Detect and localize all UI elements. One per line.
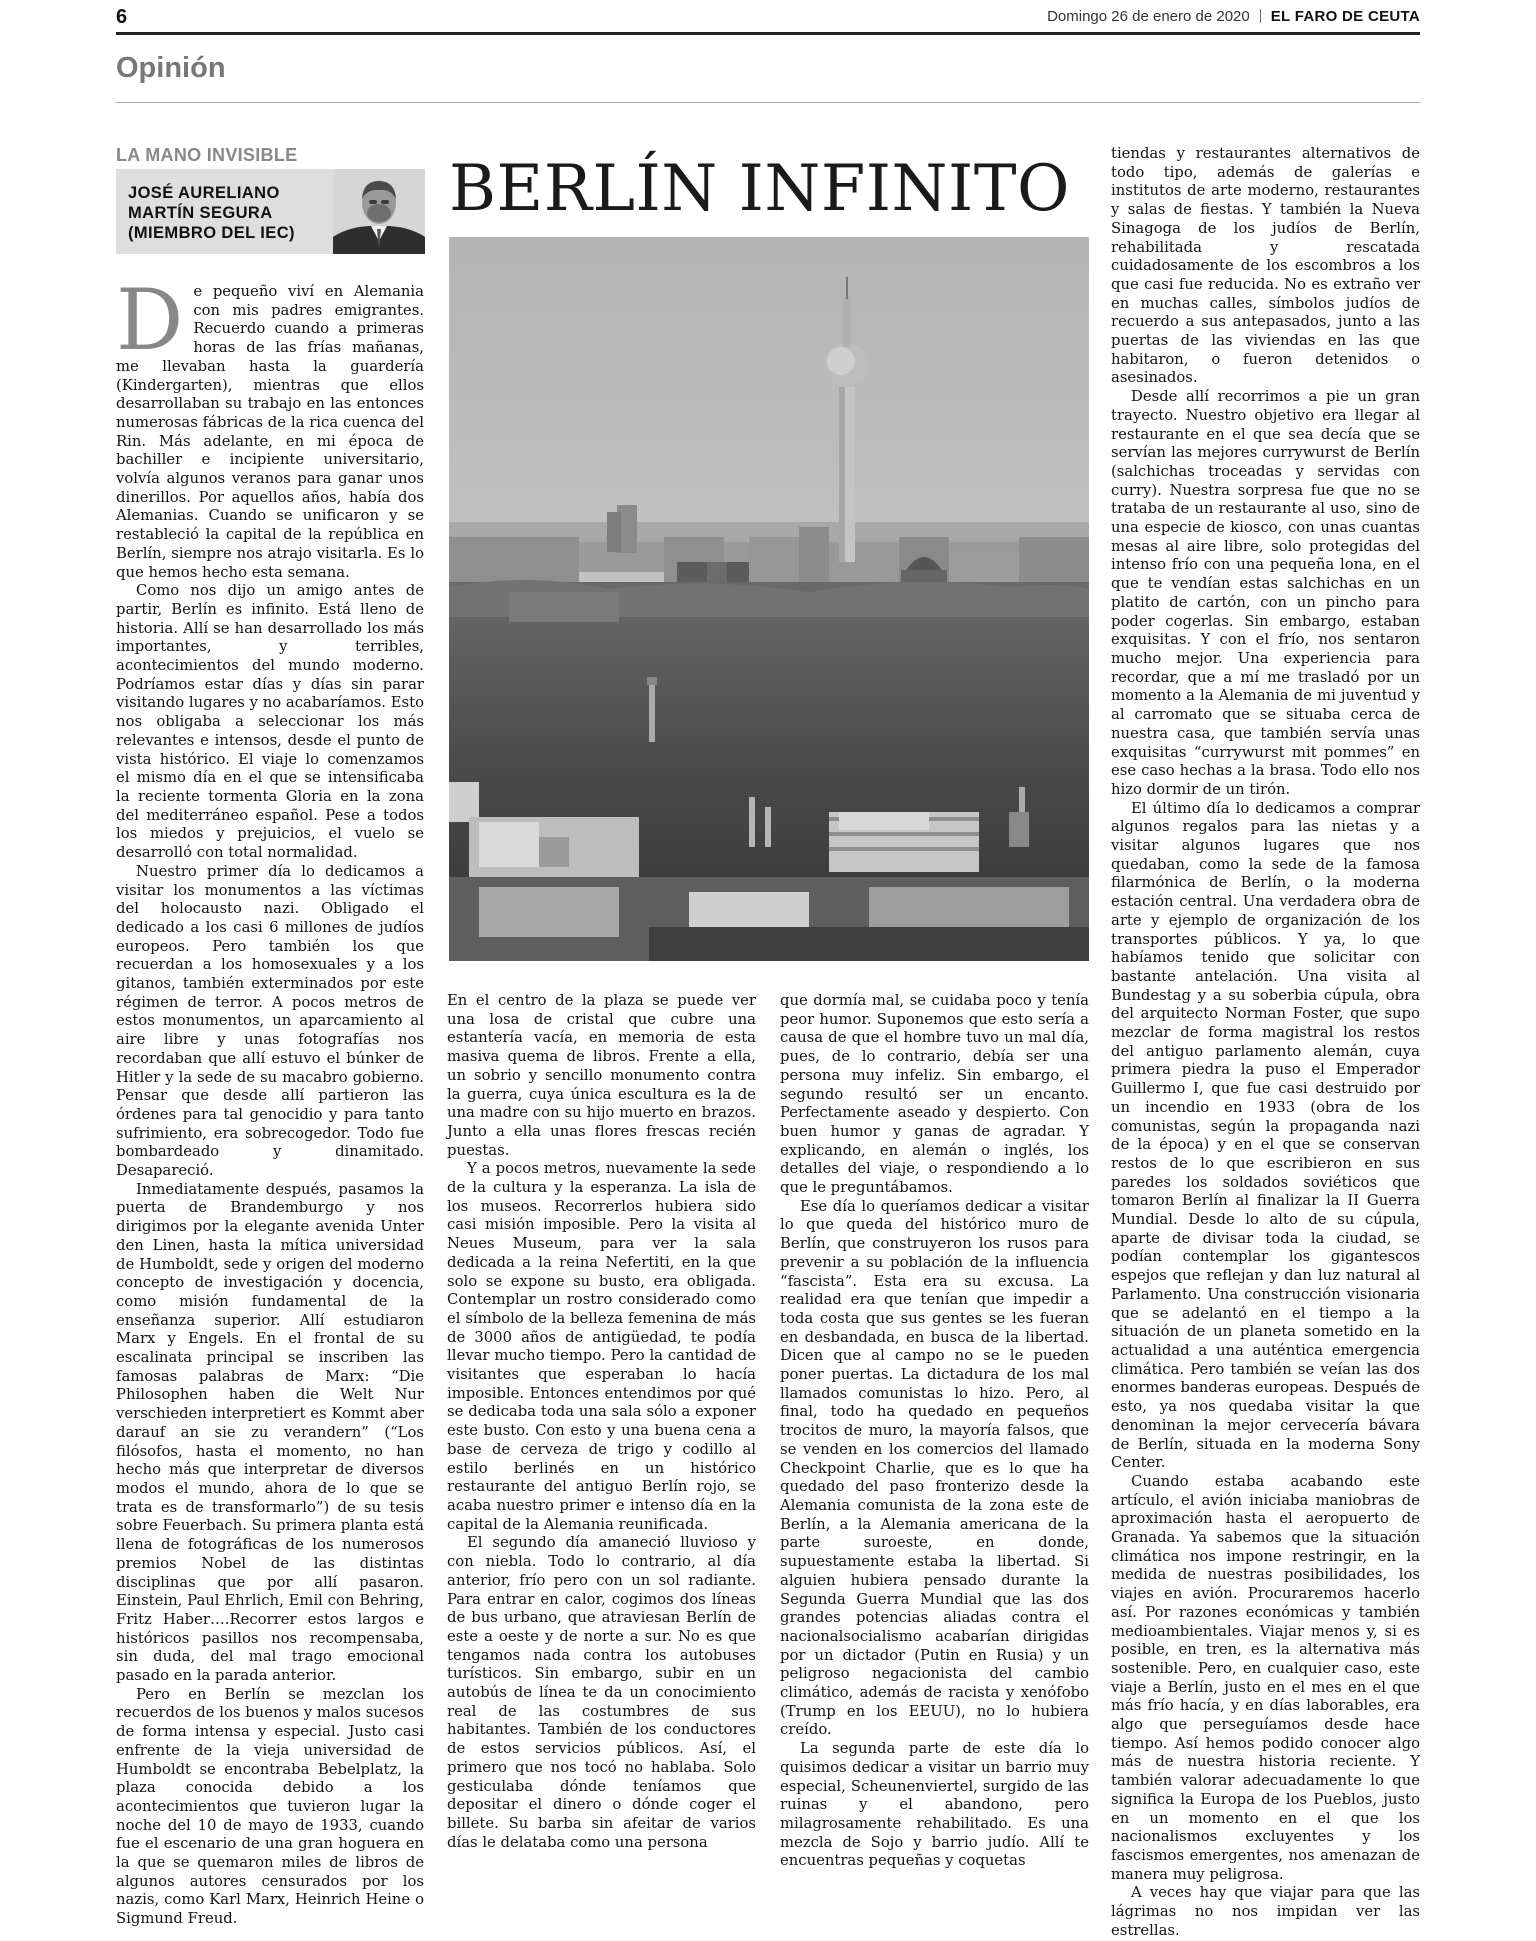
section-title: Opinión bbox=[116, 52, 226, 84]
page-header bbox=[116, 6, 1420, 30]
author-line-3: (MIEMBRO DEL IEC) bbox=[128, 224, 295, 242]
paragraph: El segundo día amaneció lluvioso y con niebla. Todo lo contrario, al día anterior, frío pero con un sol radiante. Para entrar en calor, cogimos dos líneas de bus urbano, que atraviesan Berlín de este a oeste y de norte a sur. No es que tengamos nada contra los autobuses turísticos. Sin embargo, subir en un autobús de línea te da un conocimiento real de las costumbres de sus habitantes. También de los conductores de estos servicios públicos. Así, el primero que nos tocó no hablaba. Solo gesticulaba dónde teníamos que depositar el dinero o dónde coger el billete. Su barba sin afeitar de varios días le delataba como una persona bbox=[447, 1534, 756, 1851]
paragraph: Desde allí recorrimos a pie un gran trayecto. Nuestro objetivo era llegar al restaurante en el que sea decía que se servían las mejores currywurst de Berlín (salchichas troceadas y servidas con curry). Nuestra sorpresa fue que no se trataba de un restaurante al uso, sino de una especie de kiosco, con unas cuantas mesas al aire libre, solo protegidas del intenso frío con una pequeña lona, en el que te vendían estas salchichas en un platito de cartón, con un pincho para poder cogerlas. Sin embargo, estaban exquisitas. Y con el frío, nos sentaron mucho mejor. Una experiencia para recordar, que a mí me trasladó por un momento a la Alemania de mi juventud y al carromato que se situaba cerca de nuestra casa, que también servía unas exquisitas “currywurst mit pommes” en ese caso hechas a la brasa. Todo ello nos hizo dormir de un tirón. bbox=[1111, 388, 1420, 798]
article-column-4 bbox=[1111, 145, 1420, 1941]
paragraph: Nuestro primer día lo dedicamos a visitar los monumentos a las víctimas del holocausto nazi. Obligado el dedicado a los casi 6 millones de judíos europeos. Pero también los que recuerdan a los homosexuales y a los gitanos, también exterminados por este régimen de terror. A pocos metros de estos monumentos, un aparcamiento al aire libre y unas fotografías nos recordaban que allí estuvo el búnker de Hitler y la sede de su macabro gobierno. Pensar que desde allí partieron las órdenes para tal genocidio y para tanto sufrimiento, era sobrecogedor. Todo fue bombardeado y dinamitado. Desapareció. bbox=[116, 862, 424, 1180]
author-line-2: MARTÍN SEGURA bbox=[128, 204, 273, 222]
author-photo bbox=[333, 169, 425, 254]
issue-date: Domingo 26 de enero de 2020 bbox=[1047, 8, 1250, 25]
page-number: 6 bbox=[116, 6, 128, 28]
paragraph: Pero en Berlín se mezclan los recuerdos de los buenos y malos sucesos de forma intensa y especial. Justo casi enfrente de la vieja universidad de Humboldt se encontraba Bebelplatz, la plaza conocida debido a los acontecimientos que tuvieron lugar la noche del 10 de mayo de 1933, cuando fue el escenario de una gran hoguera en la que se quemaron miles de libros de algunos autores censurados por los nazis, como Karl Marx, Heinrich Heine o Sigmund Freud. bbox=[116, 1685, 424, 1928]
header-separator bbox=[1260, 9, 1261, 23]
drop-cap: D bbox=[116, 271, 184, 369]
top-rule bbox=[116, 32, 1420, 35]
author-line-1: JOSÉ AURELIANO bbox=[128, 184, 280, 202]
paragraph: que dormía mal, se cuidaba poco y tenía peor humor. Suponemos que esto sería a causa de que el hombre tuvo un mal día, pues, de lo contrario, debía ser una persona muy infeliz. Sin embargo, el segundo resultó ser un encanto. Perfectamente aseado y despierto. Con buen humor y ganas de agradar. Y explicando, en alemán o inglés, los detalles del viaje, o respondiendo a lo que le preguntábamos. bbox=[780, 992, 1089, 1197]
paragraph: Como nos dijo un amigo antes de partir, Berlín es infinito. Está lleno de historia. Allí se han desarrollado los más importantes, y terribles, acontecimientos del mundo moderno. Podríamos estar días y días sin parar visitando lugares y no acabaríamos. Esto nos obligaba a seleccionar los más relevantes e intensos, desde el punto de vista histórico. El viaje lo comenzamos el mismo día en el que se intensificaba la reciente tormenta Gloria en la zona del mediterráneo español. Pese a todos los miedos y prejuicios, el vuelo se desarrolló con total normalidad. bbox=[116, 582, 424, 862]
byline-box bbox=[116, 169, 425, 254]
berlin-skyline-photo-icon bbox=[449, 237, 1089, 961]
paragraph: Inmediatamente después, pasamos la puerta de Brandemburgo y nos dirigimos por la elegante avenida Unter den Linen, hasta la mítica universidad de Humboldt, sede y origen del moderno concepto de investigación y docencia, como misión fundamental de la enseñanza superior. Allí estudiaron Marx y Engels. En el frontal de su escalinata principal se inscriben las famosas palabras de Marx: “Die Philosophen haben die Welt Nur verschieden interpretiert es Kommt aber darauf an sie zu verandern” (“Los filósofos, hasta el momento, no han hecho más que interpretar de diversos modos el mundo, ahora de lo que se trata es de transformarlo”) de su tesis sobre Feuerbach. Su primera planta está llena de fotográficas de los numerosos premios Nobel de las distintas disciplinas que por allí pasaron. Einstein, Paul Ehrlich, Emil con Behring, Fritz Haber….Recorrer estos largos e históricos pasillos nos recompensaba, sin duda, del mal trago emocional pasado en la parada anterior. bbox=[116, 1180, 424, 1685]
paragraph: Ese día lo queríamos dedicar a visitar lo que queda del histórico muro de Berlín, que construyeron los rusos para prevenir a su población de la influencia “fascista”. Esta era su excusa. La realidad era que tenían que impedir a toda costa que sus gentes se les fueran en desbandada, en busca de la libertad. Dicen que al campo no se le pueden poner puertas. La dictadura de los mal llamados comunistas lo hizo. Pero, al final, todo ha quedado en pequeños trocitos de muro, la mayoría falsos, que se venden en los comercios del llamado Checkpoint Charlie, que es lo que ha quedado del paso fronterizo desde la Alemania comunista de la zona este de Berlín, a la Alemania americana de la parte suroeste, en donde, supuestamente estaba la libertad. Si alguien hubiera pensado durante la Segunda Guerra Mundial que las dos grandes potencias aliadas contra el nacionalsocialismo acabarían dirigidas por un dictador (Putin en Rusia) y un peligroso negacionista del cambio climático, además de racista y xenófobo (Trump en los EEUU), no lo hubiera creído. bbox=[780, 1197, 1089, 1739]
header-right bbox=[1047, 8, 1420, 25]
paragraph: El último día lo dedicamos a comprar algunos regalos para las nietas y a visitar algunos lugares que nos quedaban, como la sede de la famosa filarmónica de Berlín, o la moderna estación central. Una verdadera obra de arte y ejemplo de organización de los transportes públicos. Y ya, lo que habíamos tenido que solicitar con bastante antelación. Una visita al Bundestag y a su soberbia cúpula, obra del arquitecto Norman Foster, que supo mezclar de forma magistral los restos del antiguo parlamento alemán, cuya primera piedra la puso el Emperador Guillermo I, que fue casi destruido por un incendio en 1933 (obra de los comunistas, según la propaganda nazi de la época) y en el que se conservan restos de lo que escribieron en sus paredes los soldados soviéticos que tomaron Berlín al finalizar la II Guerra Mundial. Desde lo alto de su cúpula, aparte de divisar toda la ciudad, se podían contemplar los gigantescos espejos que reflejan y dan luz natural al Parlamento. Una construcción visionaria que se adelantó en el tiempo a la situación de un planeta sometido en la actualidad a una auténtica emergencia climática. Pero también se veían las dos enormes banderas europeas. Después de esto, ya nos quedaba visitar la que denominan la mejor cervecería bávara de Berlín, situada en la moderna Sony Center. bbox=[1111, 799, 1420, 1472]
author-portrait-icon bbox=[333, 169, 425, 254]
article-headline: BERLÍN INFINITO bbox=[449, 152, 1070, 226]
paragraph: tiendas y restaurantes alternativos de todo tipo, además de galerías e institutos de arte moderno, restaurantes y salas de fiestas. Y también la Nueva Sinagoga de los judíos de Berlín, rehabilitada y rescatada cuidadosamente de los escombros a los que casi fue reducida. No es extraño ver en muchas calles, símbolos judíos de recuerdo a sus antepasados, junto a las puertas de las viviendas en las que habitaron, o fueron detenidos o asesinados. bbox=[1111, 145, 1420, 387]
paragraph: La segunda parte de este día lo quisimos dedicar a visitar un barrio muy especial, Scheunenviertel, surgido de las ruinas y el abandono, pero milagrosamente rehabilitado. Es una mezcla de Sojo y barrio judío. Allí te encuentras pequeñas y coquetas bbox=[780, 1740, 1089, 1870]
paragraph bbox=[116, 271, 424, 582]
paragraph-text: e pequeño viví en Alemania con mis padres emigrantes. Recuerdo cuando a primeras horas de las frías mañanas, me llevaban hasta la guardería (Kindergarten), mientras que ellos desarrollaban su trabajo en las entonces numerosas fábricas de la rica cuenca del Rin. Más adelante, en mi época de bachiller e incipiente universitario, volvía algunos veranos para ganar unos dinerillos. Por aquellos años, había dos Alemanias. Cuando se unificaron y se restableció la capital de la república en Berlín, siempre nos atrajo visitarla. Es lo que hemos hecho esta semana. bbox=[116, 283, 424, 581]
paragraph: A veces hay que viajar para que las lágrimas no nos impidan ver las estrellas. bbox=[1111, 1884, 1420, 1939]
column-kicker: LA MANO INVISIBLE bbox=[116, 145, 298, 165]
author-byline bbox=[128, 183, 324, 243]
article-column-2 bbox=[447, 992, 756, 1852]
paragraph: Y a pocos metros, nuevamente la sede de la cultura y la esperanza. La isla de los museos. Recorrerlos hubiera sido casi misión imposible. Pero la visita al Neues Museum, para ver la sala dedicada a la reina Nefertiti, en la que solo se expone su busto, era obligada. Contemplar un rostro considerado como el símbolo de la belleza femenina de más de 3000 años de antigüedad, te podía llevar mucho tiempo. Pero la cantidad de visitantes que esperaban lo hacía imposible. Entonces entendimos por qué se dedicaba toda una sala sólo a exponer este busto. Con esto y una buena cena a base de cerveza de trigo y codillo al estilo berlinés en un histórico restaurante del antiguo Berlín rojo, se acaba nuestro primer e intenso día en la capital de la Alemania reunificada. bbox=[447, 1160, 756, 1533]
section-rule bbox=[116, 102, 1420, 103]
article-column-3 bbox=[780, 992, 1089, 1871]
paragraph: Cuando estaba acabando este artículo, el avión iniciaba maniobras de aproximación hasta el aeropuerto de Granada. Ya sabemos que la situación climática nos impone restringir, en la medida de nuestras posibilidades, los viajes en avión. Procuraremos hacerlo así. Por razones económicas y también medioambientales. Viajar menos y, si es posible, en tren, es la alternativa más sostenible. Pero, en cualquier caso, este viaje a Berlín, justo en el mes en el que más frío hacía, y en días laborables, era algo que perseguíamos desde hace tiempo. Así hemos podido conocer algo más de nuestra historia reciente. Y también valorar adecuadamente lo que significa la Europa de los Pueblos, justo en un momento en el que los nacionalismos excluyentes y los fascismos emergentes, nos amenazan de manera muy peligrosa. bbox=[1111, 1472, 1420, 1883]
paragraph: En el centro de la plaza se puede ver una losa de cristal que cubre una estantería vacía, en memoria de esta masiva quema de libros. Frente a ella, un sobrio y sencillo monumento contra la guerra, cuya única escultura es la de una madre con su hijo muerto en brazos. Junto a ella unas flores frescas recién puestas. bbox=[447, 992, 756, 1159]
article-column-1 bbox=[116, 271, 424, 1929]
newspaper-name: EL FARO DE CEUTA bbox=[1270, 8, 1420, 25]
main-photo bbox=[449, 237, 1089, 961]
